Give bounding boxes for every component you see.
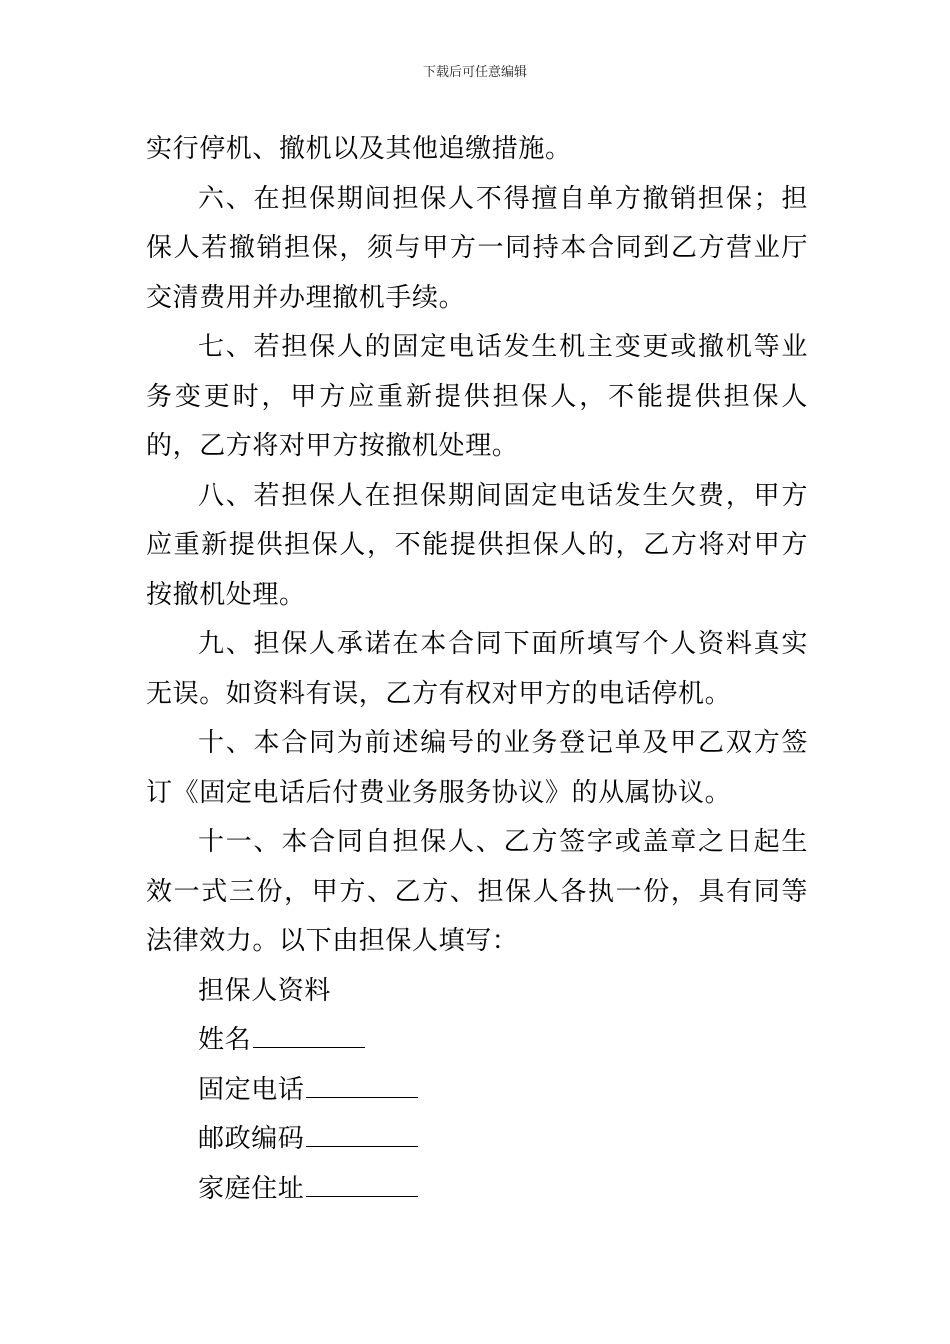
field-address-blank[interactable] bbox=[306, 1166, 418, 1197]
field-phone-label: 固定电话 bbox=[198, 1074, 305, 1105]
field-postcode-label: 邮政编码 bbox=[198, 1124, 305, 1154]
clause-11: 十一、本合同自担保人、乙方签字或盖章之日起生效一式三份，甲方、乙方、担保人各执一份，具有同等法律效力。以下由担保人填写： bbox=[146, 827, 808, 956]
field-phone-row bbox=[146, 1066, 808, 1116]
field-name-row bbox=[146, 1016, 808, 1066]
clause-8: 八、若担保人在担保期间固定电话发生欠费，甲方应重新提供担保人，不能提供担保人的，乙方将对甲方按撤机处理。 bbox=[146, 480, 808, 610]
field-address-label: 家庭住址 bbox=[198, 1173, 305, 1204]
field-postcode-blank[interactable] bbox=[306, 1116, 418, 1147]
document-body bbox=[146, 125, 808, 1214]
field-phone-blank[interactable] bbox=[306, 1067, 418, 1098]
clause-10: 十、本合同为前述编号的业务登记单及甲乙双方签订《固定电话后付费业务服务协议》的从属协议。 bbox=[146, 728, 808, 808]
guarantor-section-title-text: 担保人资料 bbox=[198, 975, 332, 1006]
header-note: 下载后可任意编辑 bbox=[422, 65, 527, 80]
paragraph-continuation: 实行停机、撤机以及其他追缴措施。 bbox=[146, 134, 572, 164]
clause-9: 九、担保人承诺在本合同下面所填写个人资料真实无误。如资料有误，乙方有权对甲方的电话停机。 bbox=[146, 629, 808, 709]
field-postcode-row bbox=[146, 1115, 808, 1165]
field-name-blank[interactable] bbox=[253, 1017, 365, 1048]
guarantor-section-title bbox=[146, 967, 808, 1017]
field-name-label: 姓名 bbox=[198, 1025, 252, 1055]
clause-7: 七、若担保人的固定电话发生机主变更或撤机等业务变更时，甲方应重新提供担保人，不能提供担保人的，乙方将对甲方按撤机处理。 bbox=[146, 332, 808, 461]
clause-6: 六、在担保期间担保人不得擅自单方撤销担保；担保人若撤销担保，须与甲方一同持本合同到乙方营业厅交清费用并办理撤机手续。 bbox=[146, 183, 808, 313]
field-address-row bbox=[146, 1165, 808, 1215]
